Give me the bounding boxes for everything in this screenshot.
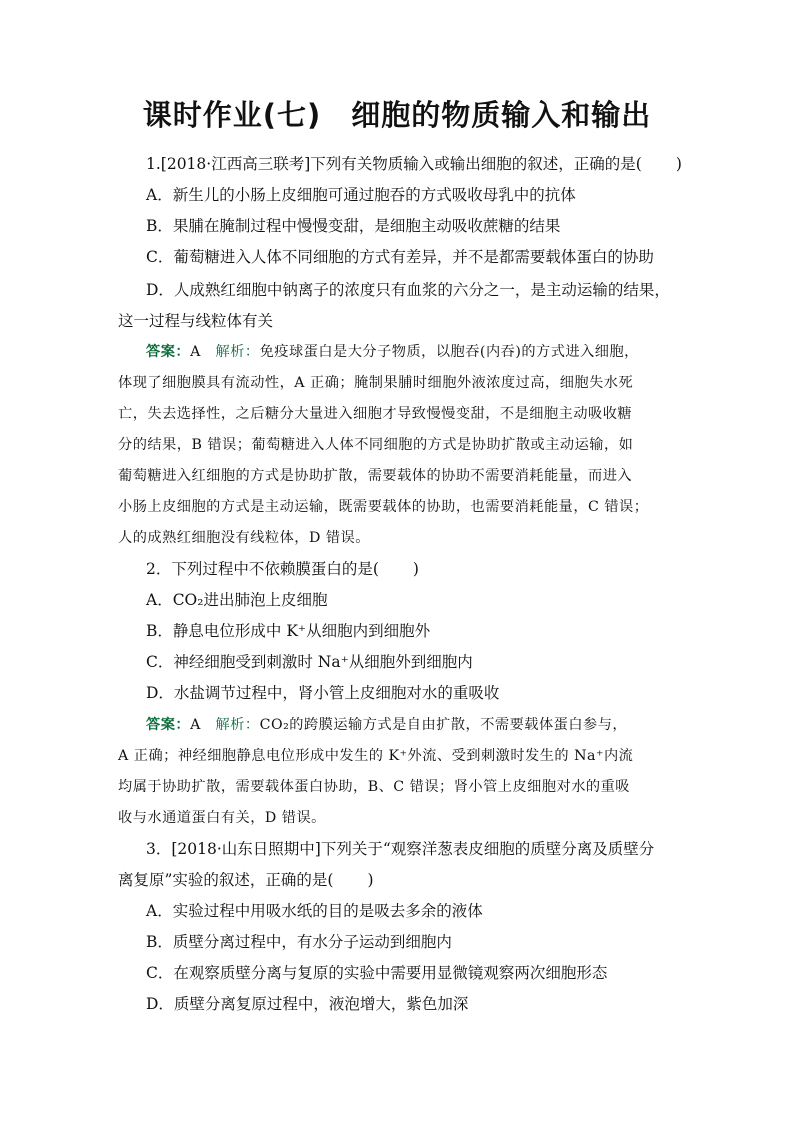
q1-analysis-line: 人的成熟红细胞没有线粒体，D 错误。 [118,530,370,546]
q3-option-c: C．在观察质壁分离与复原的实验中需要用显微镜观察两次细胞形态 [146,964,608,982]
q2-option-a: A．CO₂进出肺泡上皮细胞 [146,591,328,609]
q2-stem: 2．下列过程中不依赖膜蛋白的是( ) [146,560,419,578]
q1-answer: A [190,344,201,360]
q1-analysis-line: 分的结果，B 错误；葡萄糖进入人体不同细胞的方式是协助扩散或主动运输，如 [118,437,634,453]
q1-option-d-cont: 这一过程与线粒体有关 [118,312,274,330]
q2-option-b: B．静息电位形成中 K⁺从细胞内到细胞外 [146,622,431,640]
q3-stem: 3．[2018·山东日照期中]下列关于“观察洋葱表皮细胞的质壁分离及质壁分 [146,840,655,858]
q1-analysis-line: 葡萄糖进入红细胞的方式是协助扩散，需要载体的协助不需要消耗能量，而进入 [118,468,633,484]
q2-answer-line: 答案：A 解析：CO₂的跨膜运输方式是自由扩散，不需要载体蛋白参与， [146,717,628,733]
page-title: 课时作业(七) 细胞的物质输入和输出 [142,98,652,132]
answer-label: 答案： [146,717,191,733]
analysis-label: 解析： [215,717,260,733]
q3-option-a: A．实验过程中用吸水纸的目的是吸去多余的液体 [146,902,483,920]
q2-analysis-line: 均属于协助扩散，需要载体蛋白协助，B、C 错误；肾小管上皮细胞对水的重吸 [118,779,630,795]
q1-answer-line: 答案：A 解析：免疫球蛋白是大分子物质，以胞吞(内吞)的方式进入细胞， [146,344,639,360]
q1-option-c: C．葡萄糖进入人体不同细胞的方式有差异，并不是都需要载体蛋白的协助 [146,248,654,266]
q1-option-d: D．人成熟红细胞中钠离子的浓度只有血浆的六分之一，是主动运输的结果， [146,281,670,299]
q1-stem: 1.[2018·江西高三联考]下列有关物质输入或输出细胞的叙述，正确的是( ) [146,155,682,173]
q1-option-b: B．果脯在腌制过程中慢慢变甜，是细胞主动吸收蔗糖的结果 [146,217,561,235]
q2-answer: A [190,717,201,733]
q2-analysis-line: 收与水通道蛋白有关，D 错误。 [118,810,326,826]
answer-label: 答案： [146,344,191,360]
q3-option-d: D．质壁分离复原过程中，液泡增大，紫色加深 [146,995,469,1013]
q2-option-c: C．神经细胞受到刺激时 Na⁺从细胞外到细胞内 [146,653,473,671]
q1-analysis-line: 亡，失去选择性，之后糖分大量进入细胞才导致慢慢变甜，不是细胞主动吸收糖 [118,406,633,422]
q2-option-d: D．水盐调节过程中，肾小管上皮细胞对水的重吸收 [146,684,500,702]
q3-stem-cont: 离复原”实验的叙述，正确的是( ) [118,871,374,889]
q1-analysis-line: 小肠上皮细胞的方式是主动运输，既需要载体的协助，也需要消耗能量，C 错误； [118,499,649,515]
q1-analysis-line: 体现了细胞膜具有流动性，A 正确；腌制果脯时细胞外液浓度过高，细胞失水死 [118,375,634,391]
q3-option-b: B．质壁分离过程中，有水分子运动到细胞内 [146,933,452,951]
q2-analysis-line: A 正确；神经细胞静息电位形成中发生的 K⁺外流、受到刺激时发生的 Na⁺内流 [118,748,634,764]
q1-option-a: A．新生儿的小肠上皮细胞可通过胞吞的方式吸收母乳中的抗体 [146,186,576,204]
analysis-label: 解析： [215,344,260,360]
